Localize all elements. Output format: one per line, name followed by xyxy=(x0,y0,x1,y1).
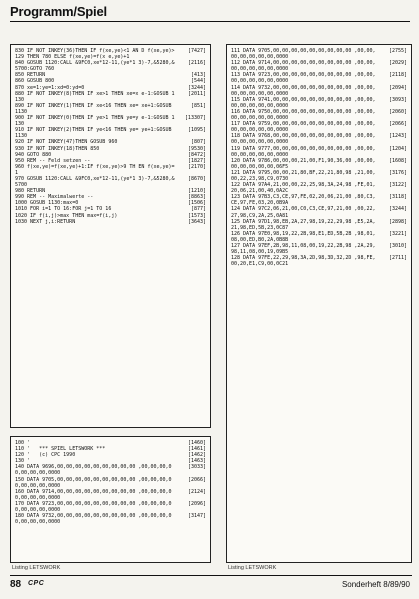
checksum: [544] xyxy=(190,78,206,85)
listing-line: 970 GOSUB 1120:CALL &9FC0,xe*12-11,(ye*1 3)-7,&5280,&5700 [8670] xyxy=(15,175,206,189)
checksum: [1506] xyxy=(187,200,206,207)
listing-right xyxy=(226,44,412,563)
checksum: [7427] xyxy=(187,48,206,54)
listing-left-top xyxy=(10,44,211,428)
checksum: [3244] xyxy=(388,206,407,213)
checksum: [2066] xyxy=(187,476,206,483)
listing-line: 840 GOSUB 1120:CALL &9FC0,xe*12-11,(ye*1 3)-7,&5280,&5700:GOTO 760 [2116] xyxy=(15,60,206,73)
listing-line: 111 DATA 9705,00,00,00,00,00,00,00,00,00 ,00,00,00,00,00,00,00,0000 [2755] xyxy=(231,48,407,61)
checksum: [2094] xyxy=(388,84,407,91)
listing-lines xyxy=(11,45,210,227)
checksum: [1461] xyxy=(187,446,206,453)
listing-line: 830 IF NOT INKEY(36)THEN IF f(xe,ye)<1 AN D f(xe,ye)>129 THEN 780 ELSE f(xe,ye)=f(x e,ye)+1 [7427] xyxy=(15,48,206,61)
listing-line: 1000 GOSUB 1130:max=0 [1506] xyxy=(15,200,206,207)
listing-left-bottom xyxy=(10,436,211,563)
listing-line: 960 f(xe,ye)=f(xe,ye)+1:IF f(xe,ye)>9 TH EN f(xe,ye)=1 [2170] xyxy=(15,163,206,176)
listing-line: 128 DATA 97FE,22,29,98,3A,2D,98,3D,32,2D ,98,FE,00,20,E1,C9,00,0C21 [2711] xyxy=(231,255,407,268)
checksum: [1095] xyxy=(187,127,206,134)
listing-line: 980 RETURN [1210] xyxy=(15,188,206,195)
listing-line: 125 DATA 97D1,98,EB,2A,27,98,19,22,29,98 ,E5,2A,21,98,ED,5B,23,0C87 [2898] xyxy=(231,218,407,231)
checksum: [851] xyxy=(190,102,206,109)
checksum: [3244] xyxy=(187,84,206,91)
listing-line: 126 DATA 97E0,98,19,22,2B,98,E1,ED,5B,2B ,98,01,08,00,ED,B0,2A,0B8B [3221] xyxy=(231,230,407,243)
listing-line: 880 IF NOT INKEY(8)THEN IF xe>1 THEN xe=x e-1:GOSUB 1130 [2011] xyxy=(15,90,206,103)
listing-line: 118 DATA 9768,00,00,00,00,00,00,00,00,00 ,00,00,00,00,00,00,00,0000 [1243] xyxy=(231,133,407,146)
checksum: [1243] xyxy=(388,133,407,140)
checksum: [1608] xyxy=(388,157,407,164)
listing-line: 100 ' [1460] xyxy=(15,440,206,446)
checksum: [807] xyxy=(190,139,206,146)
listing-line: 127 DATA 97EF,2B,98,11,08,00,19,22,2B,98 ,2A,29,98,11,08,00,19,09B5 [3010] xyxy=(231,243,407,256)
checksum: [1573] xyxy=(187,212,206,219)
listing-line: 170 DATA 9723,00,00,00,00,00,00,00,00,00 ,00,00,00,00,00,00,00,0000 [2096] xyxy=(15,500,206,514)
checksum: [2170] xyxy=(187,163,206,170)
checksum: [3643] xyxy=(187,218,206,225)
checksum: [1463] xyxy=(187,458,206,465)
checksum: [877] xyxy=(190,206,206,213)
checksum: [2066] xyxy=(388,121,407,128)
listing-line: 930 IF NOT INKEY(18)THEN 850 [9530] xyxy=(15,145,206,152)
listing-line: 910 IF NOT INKEY(2)THEN IF ye<16 THEN ye= ye+1:GOSUB 1130 [1095] xyxy=(15,127,206,140)
listing-line: 850 RETURN [413] xyxy=(15,72,206,79)
checksum: [2060] xyxy=(388,108,407,115)
checksum: [9530] xyxy=(187,145,206,152)
checksum: [3033] xyxy=(187,464,206,471)
checksum: [2029] xyxy=(388,60,407,67)
listing-line: 870 xe=1:ye=1:xd=0:yd=0 [3244] xyxy=(15,84,206,91)
checksum: [1827] xyxy=(187,157,206,164)
listing-line: 123 DATA 97B3,C3,CE,97,FE,02,20,06,21,00 ,80,C3,CE,97,FE,03,20,0B9A [3118] xyxy=(231,194,407,207)
checksum: [413] xyxy=(190,72,206,79)
checksum: [1210] xyxy=(187,188,206,195)
listing-line: 121 DATA 9795,00,00,21,80,BF,22,21,80,98 ,21,00,00,22,23,98,C9,0730 [3176] xyxy=(231,169,407,182)
page-number: 88 xyxy=(10,579,22,590)
checksum: [2118] xyxy=(388,72,407,79)
listing-line: 124 DATA 97C2,06,21,00,C0,C3,CE,97,21,00 ,00,22,27,98,C9,2A,25,0A81 [3244] xyxy=(231,206,407,219)
listing-line: 1010 FOR i=1 TO 16:FOR j=1 TO 16 [877] xyxy=(15,206,206,213)
listing-line: 900 IF NOT INKEY(0)THEN IF ye>1 THEN ye=y e-1:GOSUB 1130 [13307] xyxy=(15,115,206,128)
page-header xyxy=(10,4,410,24)
listing-lines xyxy=(227,45,411,269)
listing-line: 114 DATA 9732,00,00,00,00,00,00,00,00,00 ,00,00,00,00,00,00,00,0000 [2094] xyxy=(231,84,407,97)
listing-line: 120 DATA 9786,00,00,00,21,00,F1,90,36,00 ,00,00,00,00,00,00,00,06F5 [1608] xyxy=(231,157,407,170)
page-title: Programm/Spiel xyxy=(10,4,107,19)
listing-line: 130 ' [1463] xyxy=(15,458,206,465)
listing-line: 950 REM -- Feld setzen -- [1827] xyxy=(15,157,206,164)
listing-line: 117 DATA 9759,00,00,00,00,00,00,00,00,00 ,00,00,00,00,00,00,00,0000 [2066] xyxy=(231,121,407,134)
checksum: [3176] xyxy=(388,169,407,176)
checksum: [3221] xyxy=(388,230,407,237)
listing-line: 113 DATA 9723,00,00,00,00,00,00,00,00,00 ,00,00,00,00,00,00,00,0000 [2118] xyxy=(231,72,407,85)
listing-line: 1020 IF f(i,j)>max THEN max=f(i,j) [1573] xyxy=(15,212,206,219)
checksum: [8670] xyxy=(187,175,206,182)
checksum: [2116] xyxy=(187,60,206,67)
checksum: [13307] xyxy=(184,115,206,122)
listing-line: 110 ' *** SPIEL LETSWORK *** [1461] xyxy=(15,446,206,453)
page-footer xyxy=(10,575,412,593)
header-rule xyxy=(10,21,410,22)
listing-line: 115 DATA 9741,00,00,00,00,00,00,00,00,00 ,00,00,00,00,00,00,00,0000 [3093] xyxy=(231,96,407,109)
checksum: [8472] xyxy=(187,151,206,158)
listing-line: 860 GOSUB 800 [544] xyxy=(15,78,206,85)
checksum: [2755] xyxy=(388,48,407,54)
checksum: [3010] xyxy=(388,243,407,249)
checksum: [2898] xyxy=(388,218,407,225)
checksum: [1462] xyxy=(187,452,206,459)
listing-line: 890 IF NOT INKEY(1)THEN IF xe<16 THEN xe= xe+1:GOSUB 1130 [851] xyxy=(15,102,206,115)
listing-line: 122 DATA 97A4,21,00,00,22,25,98,3A,24,98 ,FE,01,20,06,21,00,40,0A2C [3122] xyxy=(231,182,407,195)
checksum: [2124] xyxy=(187,488,206,495)
listing-caption-left: Listing LETSWORK xyxy=(12,565,61,571)
listing-line: 150 DATA 9705,00,00,00,00,00,00,00,00,00 ,00,00,00,00,00,00,00,0000 [2066] xyxy=(15,476,206,489)
listing-line: 120 ' (c) CPC 1990 [1462] xyxy=(15,452,206,459)
listing-line: 112 DATA 9714,00,00,00,00,00,00,00,00,00 ,00,00,00,00,00,00,00,0000 [2029] xyxy=(231,60,407,73)
issue-label: Sonderheft 8/89/90 xyxy=(341,580,410,589)
listing-line: 160 DATA 9714,00,00,00,00,00,00,00,00,00 ,00,00,00,00,00,00,00,0000 [2124] xyxy=(15,488,206,501)
checksum: [2096] xyxy=(187,500,206,507)
checksum: [3122] xyxy=(388,182,407,189)
listing-line: 180 DATA 9732,00,00,00,00,00,00,00,00,00 ,00,00,00,00,00,00,00,0000 [3147] xyxy=(15,513,206,526)
checksum: [3093] xyxy=(388,96,407,103)
listing-lines xyxy=(11,437,210,527)
checksum: [3118] xyxy=(388,194,407,201)
listing-line: 920 IF NOT INKEY(47)THEN GOSUB 960 [807] xyxy=(15,139,206,146)
listing-line: 116 DATA 9750,00,00,00,00,00,00,00,00,00 ,00,00,00,00,00,00,00,0000 [2060] xyxy=(231,108,407,122)
checksum: [1460] xyxy=(187,440,206,446)
listing-line: 1030 NEXT j,i:RETURN [3643] xyxy=(15,218,206,225)
magazine-logo: CPC xyxy=(28,580,45,587)
checksum: [8863] xyxy=(187,194,206,201)
checksum: [2711] xyxy=(388,255,407,262)
checksum: [1204] xyxy=(388,145,407,152)
listing-line: 990 REM -- Maximalwerte -- [8863] xyxy=(15,194,206,201)
listing-line: 119 DATA 9777,00,00,00,00,00,00,00,00,00 ,00,00,00,00,00,00,00,0000 [1204] xyxy=(231,145,407,158)
listing-line: 140 DATA 9696,00,00,00,00,00,00,00,00,00 ,00,00,00,00,00,00,00,0000 [3033] xyxy=(15,464,206,477)
listing-caption-right: Listing LETSWORK xyxy=(228,565,277,571)
checksum: [3147] xyxy=(187,513,206,520)
checksum: [2011] xyxy=(187,90,206,97)
listing-line: 940 GOTO 880 [8472] xyxy=(15,151,206,158)
